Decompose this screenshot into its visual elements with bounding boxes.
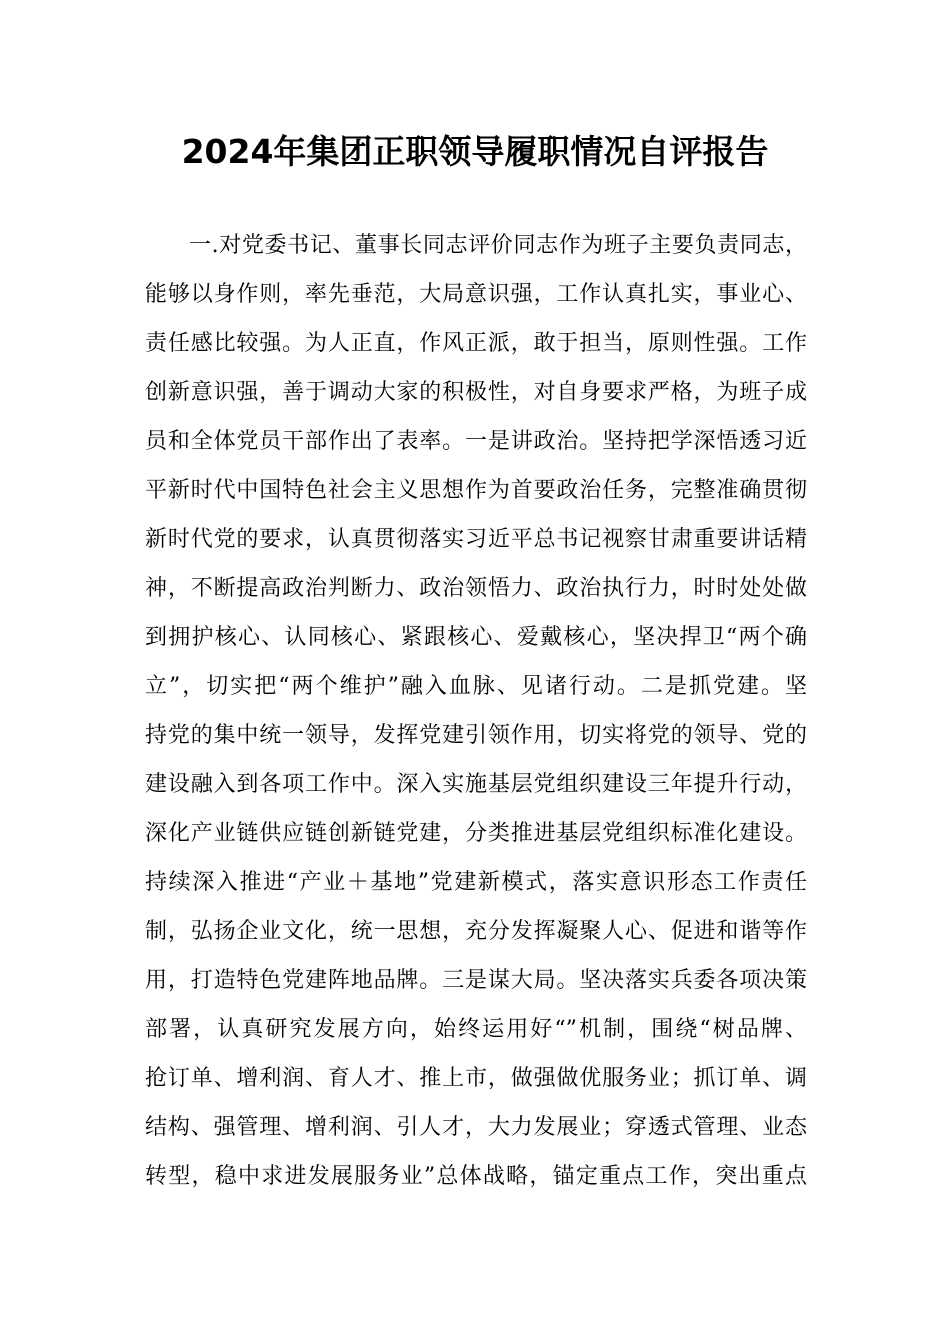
text-line: 持续深入推进“产业＋基地”党建新模式，落实意识形态工作责任 bbox=[145, 870, 807, 895]
text-line: 立”，切实把“两个维护”融入血脉、见诸行动。二是抓党建。坚 bbox=[145, 674, 807, 699]
text-line: 抢订单、增利润、育人才、推上市，做强做优服务业；抓订单、调 bbox=[145, 1066, 807, 1091]
text-line: 平新时代中国特色社会主义思想作为首要政治任务，完整准确贯彻 bbox=[145, 478, 807, 503]
text-line: 员和全体党员干部作出了表率。一是讲政治。坚持把学深悟透习近 bbox=[145, 429, 807, 454]
text-line: 持党的集中统一领导，发挥党建引领作用，切实将党的领导、党的 bbox=[145, 723, 807, 748]
text-line: 转型，稳中求进发展服务业”总体战略，锚定重点工作，突出重点 bbox=[145, 1164, 807, 1189]
text-line: 部署，认真研究发展方向，始终运用好“”机制，围绕“树品牌、 bbox=[145, 1017, 807, 1042]
text-line: 责任感比较强。为人正直，作风正派，敢于担当，原则性强。工作 bbox=[145, 331, 807, 356]
text-line: 用，打造特色党建阵地品牌。三是谋大局。坚决落实兵委各项决策 bbox=[145, 968, 807, 993]
document-title: 2024年集团正职领导履职情况自评报告 bbox=[181, 132, 769, 171]
text-line: 能够以身作则，率先垂范，大局意识强，工作认真扎实，事业心、 bbox=[145, 282, 807, 307]
text-line: 制，弘扬企业文化，统一思想，充分发挥凝聚人心、促进和谐等作 bbox=[145, 919, 807, 944]
text-line: 到拥护核心、认同核心、紧跟核心、爱戴核心，坚决捍卫“两个确 bbox=[145, 625, 807, 650]
text-line: 一.对党委书记、董事长同志评价同志作为班子主要负责同志， bbox=[189, 233, 807, 258]
text-line: 新时代党的要求，认真贯彻落实习近平总书记视察甘肃重要讲话精 bbox=[145, 527, 807, 552]
text-line: 神，不断提高政治判断力、政治领悟力、政治执行力，时时处处做 bbox=[145, 576, 807, 601]
text-line: 深化产业链供应链创新链党建，分类推进基层党组织标准化建设。 bbox=[145, 821, 807, 846]
text-line: 结构、强管理、增利润、引人才，大力发展业；穿透式管理、业态 bbox=[145, 1115, 807, 1140]
text-line: 建设融入到各项工作中。深入实施基层党组织建设三年提升行动， bbox=[145, 772, 807, 797]
document-body bbox=[145, 221, 807, 1201]
text-line: 创新意识强，善于调动大家的积极性，对自身要求严格，为班子成 bbox=[145, 380, 807, 405]
